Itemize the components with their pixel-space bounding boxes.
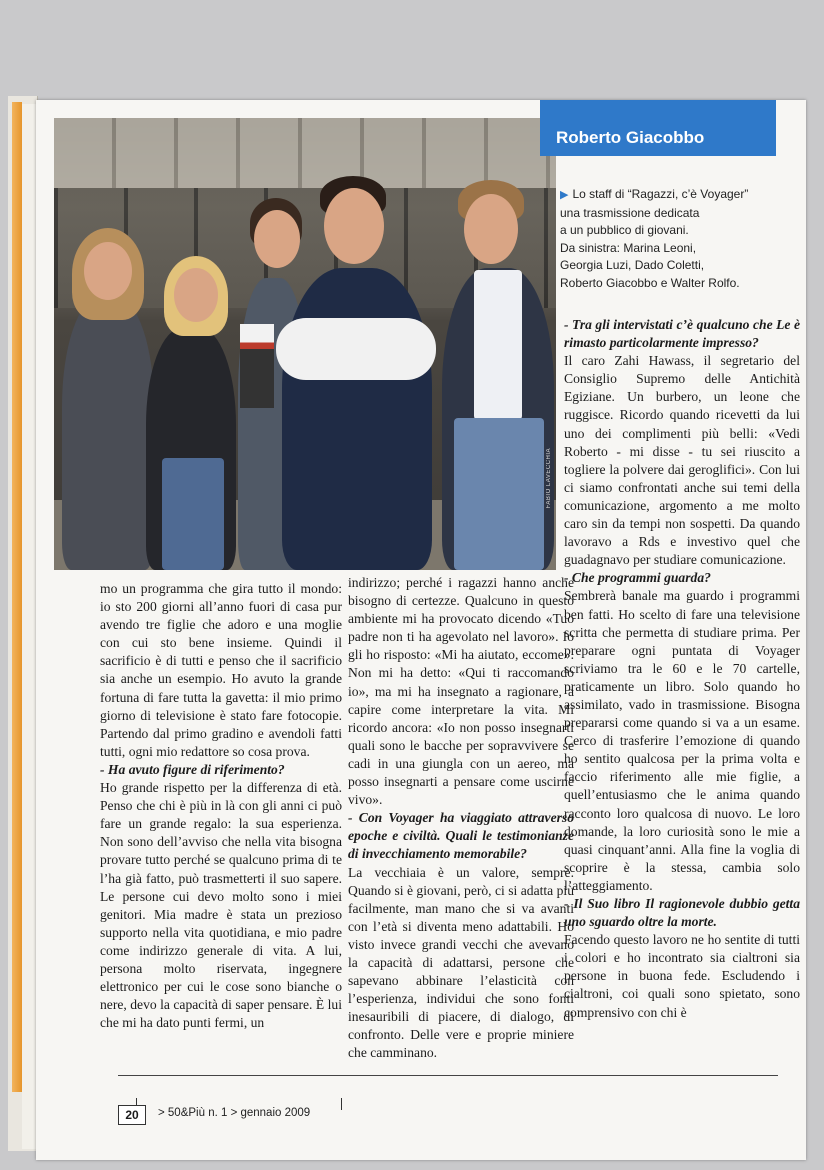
caption-line: Roberto Giacobbo e Walter Rolfo. [560, 275, 740, 290]
issue-info: > 50&Più n. 1 > gennaio 2009 [158, 1107, 311, 1119]
caption-line: Lo staff di “Ragazzi, c’è Voyager” [572, 187, 749, 201]
photo-caption [560, 186, 770, 292]
interview-question: - Il Suo libro Il ragionevole dubbio getta uno sguardo oltre la morte. [564, 896, 800, 930]
body-paragraph: Il caro Zahi Hawass, il segretario del Consiglio Supremo delle Antichità Egiziane. Un burbero, un leone che ruggisce. Ricordo quando ricevetti da lui uno dei complimenti più belli: «Vedi Roberto - mi disse - tu sei riuscito a togliere la polvere dai geroglifici». Con lui ci siamo confrontati anche sui temi della comunicazione, argomento a me molto caro sin da tempi non sospetti. Da quando lavoravo a Rds e investivo quel che guadagnavo per studiare comunicazione. [564, 353, 800, 568]
interviewee-name: Roberto Giacobbo [556, 128, 705, 147]
face [464, 194, 518, 264]
person-marina-leoni [62, 298, 154, 570]
interview-question: - Ha avuto figure di riferimento? [100, 761, 285, 777]
caption-line: a un pubblico di giovani. [560, 223, 689, 237]
interview-question: - Tra gli intervistati c’è qualcuno che Le è rimasto particolarmente impresso? [564, 317, 800, 351]
person-roberto-giacobbo [282, 268, 432, 570]
body-paragraph: La vecchiaia è un valore, sempre. Quando si è giovani, però, ci si adatta più facilmente, man mano che si va avanti con l’età si diventa meno adattabili. Ho visto invece grandi vecchi che avevano la capacità di adattarsi, persone che sapevano abbinare l’elasticità con l’esperienza, individui che sono fonti inesauribili di piacere, di dialogo, di confronto. Delle vere e proprie miniere che camminano. [348, 864, 574, 1061]
face [174, 268, 218, 322]
interview-question: - Che programmi guarda? [564, 570, 711, 586]
column-middle [348, 574, 574, 1063]
magazine-page [36, 100, 806, 1160]
white-shirt-arms [276, 318, 436, 380]
caption-line: una trasmissione dedicata [560, 205, 700, 220]
column-right [564, 316, 800, 1022]
white-shirt [474, 270, 522, 420]
face [254, 210, 300, 268]
staff-photo [54, 118, 556, 570]
jeans [162, 458, 224, 570]
interview-question: - Con Voyager ha viaggiato attraverso epoche e civiltà. Quali le testimonianze di invecchiamento memorabile? [348, 810, 574, 862]
page-number: 20 [118, 1105, 146, 1125]
jeans [454, 418, 544, 570]
body-paragraph: Ho grande rispetto per la differenza di età. Penso che chi è più in là con gli anni ci può fare un grande regalo: la sua esperienza. Non sono dell’avviso che nella vita bisogna provare tutto perché se qualcuno prima di te l’ha già fatto, può trasmetterti il suo sapere. Le persone cui devo molto sono i miei genitori. Mia madre è stata un prezioso supporto nella vita quotidiana, e mio padre come indirizzo generale di vita. A lui, persona molto riservata, ingegnere elettronico per cui le cose sono bianche o nere, devo la capacità di saper pensare. È lui che mi ha dato punti fermi, un [100, 780, 342, 1031]
triangle-arrow-icon: ▶ [560, 189, 569, 201]
photo-ceiling [54, 118, 556, 188]
body-paragraph: Sembrerà banale ma guardo i programmi ben fatti. Ho scelto di fare una televisione scritta che permetta di studiare prima. Per preparare ogni puntata di Voyager scriviamo tra le 60 e le 70 cartelle, praticamente un libro. Solo quando ho assimilato, vado in trasmissione. Bisogna prepararsi come quando si va a un esame. Cerco di trasferire l’emozione di quando ho sentito qualcosa per la prima volta e faccio riferimento alle mie figlie, a quell’entusiasmo che le anima quando racconto loro qualcosa di nuovo. Le loro domande, la loro curiosità sono le mie a quasi cinquant’anni. Alla fine la voglia di scoprire è la stessa, cambia solo l’atteggiamento. [564, 588, 800, 893]
column-left [100, 580, 342, 1032]
body-paragraph: Facendo questo lavoro ne ho sentite di tutti i colori e ho incontrato sia cialtroni sia persone in buona fede. Escludendo i cialtroni, coi quali sono spietato, sono comprensivo con chi è [564, 932, 800, 1020]
voyager-book [240, 324, 274, 408]
face [84, 242, 132, 300]
photo-credit: FABIO LAVECCHIA [546, 448, 552, 509]
footer-divider [341, 1098, 342, 1110]
body-paragraph: mo un programma che gira tutto il mondo: io sto 200 giorni all’anno fuori di casa pur avendo tre figlie che adoro e una moglie con cui sto bene insieme. Quindi il sacrificio è di tutti e penso che il sacrificio sia anche un esempio. Ho avuto la grande fortuna di fare tutta la gavetta: il mio primo giorno di televisione è stato fare fotocopie. Partendo dal primo gradino e avendoli fatti tutti, ogni mio redattore so cosa prova. [100, 581, 342, 759]
caption-line: Da sinistra: Marina Leoni, [560, 240, 697, 255]
body-paragraph: indirizzo; perché i ragazzi hanno anche bisogno di certezze. Qualcuno in questo ambiente mi ha provocato dicendo «Tuo padre non ti ha agevolato nel lavoro». Io gli ho risposto: «Mi ha aiutato, eccome». Non mi ha detto: «Qui ti raccomando io», ma mi ha insegnato a ragionare, a capire come interpretare la vita. Mi ricordo ancora: «Io non posso insegnarti quali sono le bacche per sopravvivere se cadi in una giungla con un aereo, ma posso insegnarti a pensare come uscirne vivo». [348, 575, 574, 808]
header-bar [540, 100, 776, 156]
face [324, 188, 384, 264]
caption-line: Georgia Luzi, Dado Coletti, [560, 258, 705, 272]
footer-rule [118, 1075, 778, 1076]
orange-page-edge [12, 102, 22, 1092]
